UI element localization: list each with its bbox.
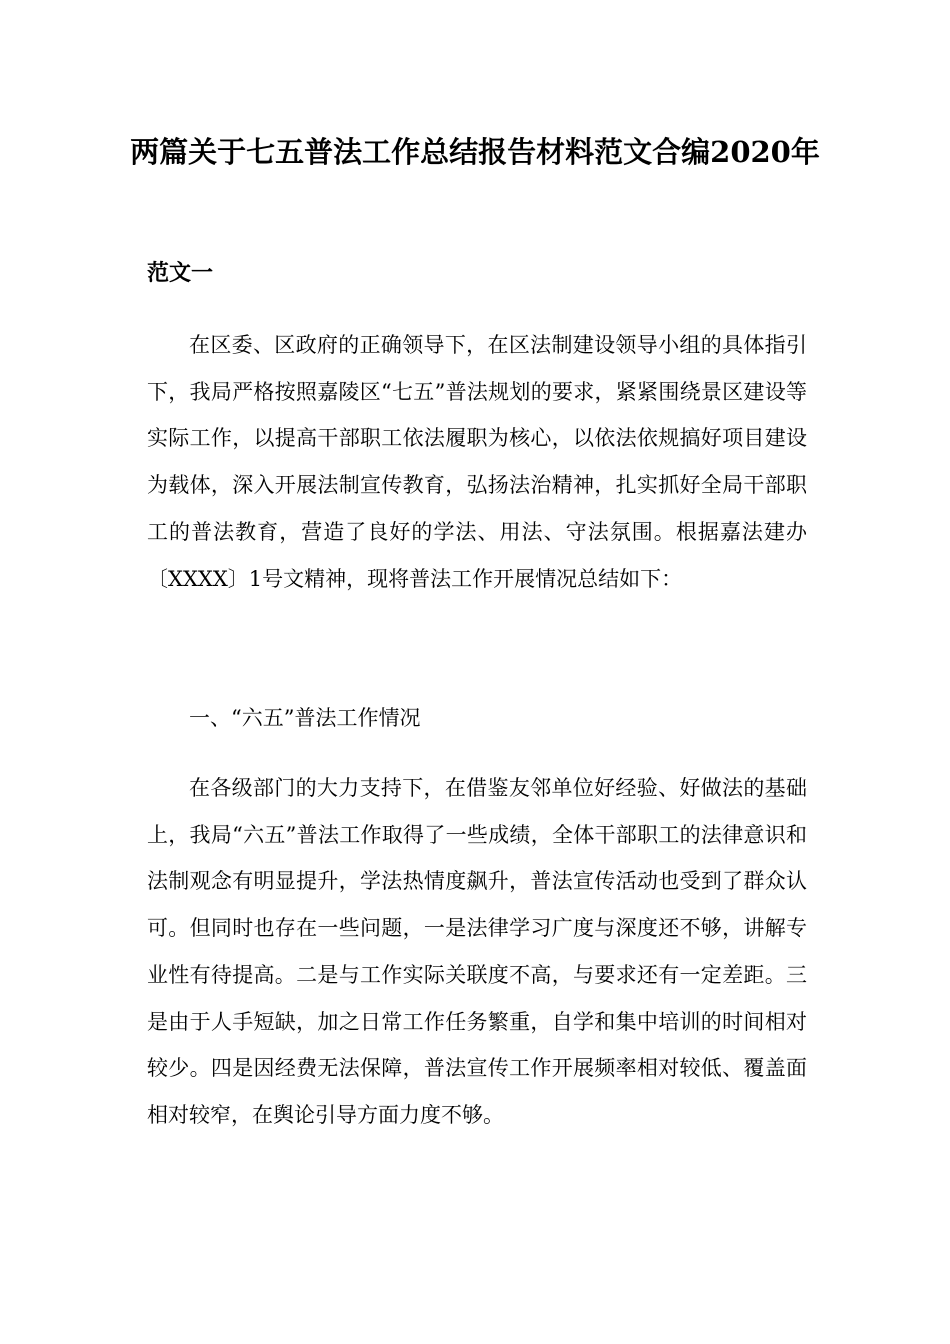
document-title: 两篇关于七五普法工作总结报告材料范文合编2020年 — [130, 135, 820, 169]
paragraph-status: 在各级部门的大力支持下，在借鉴友邻单位好经验、好做法的基础上，我局“六五”普法工作取得了一些成绩，全体干部职工的法律意识和法制观念有明显提升，学法热情度飙升，普法宣传活动也受到了群众认可。但同时也存在一些问题，一是法律学习广度与深度还不够，讲解专业性有待提高。二是与工作实际关联度不高，与要求还有一定差距。三是由于人手短缺，加之日常工作任务繁重，自学和集中培训的时间相对较少。四是因经费无法保障，普法宣传工作开展频率相对较低、覆盖面相对较窄，在舆论引导方面力度不够。 — [147, 776, 807, 1127]
section-heading: 一、“六五”普法工作情况 — [189, 706, 421, 730]
section-label: 范文一 — [147, 260, 214, 286]
paragraph-intro: 在区委、区政府的正确领导下，在区法制建设领导小组的具体指引下，我局严格按照嘉陵区“七五”普法规划的要求，紧紧围绕景区建设等实际工作，以提高干部职工依法履职为核心，以依法依规搞好项目建设为载体，深入开展法制宣传教育，弘扬法治精神，扎实抓好全局干部职工的普法教育，营造了良好的学法、用法、守法氛围。根据嘉法建办〔XXXX〕1号文精神，现将普法工作开展情况总结如下： — [147, 333, 807, 591]
